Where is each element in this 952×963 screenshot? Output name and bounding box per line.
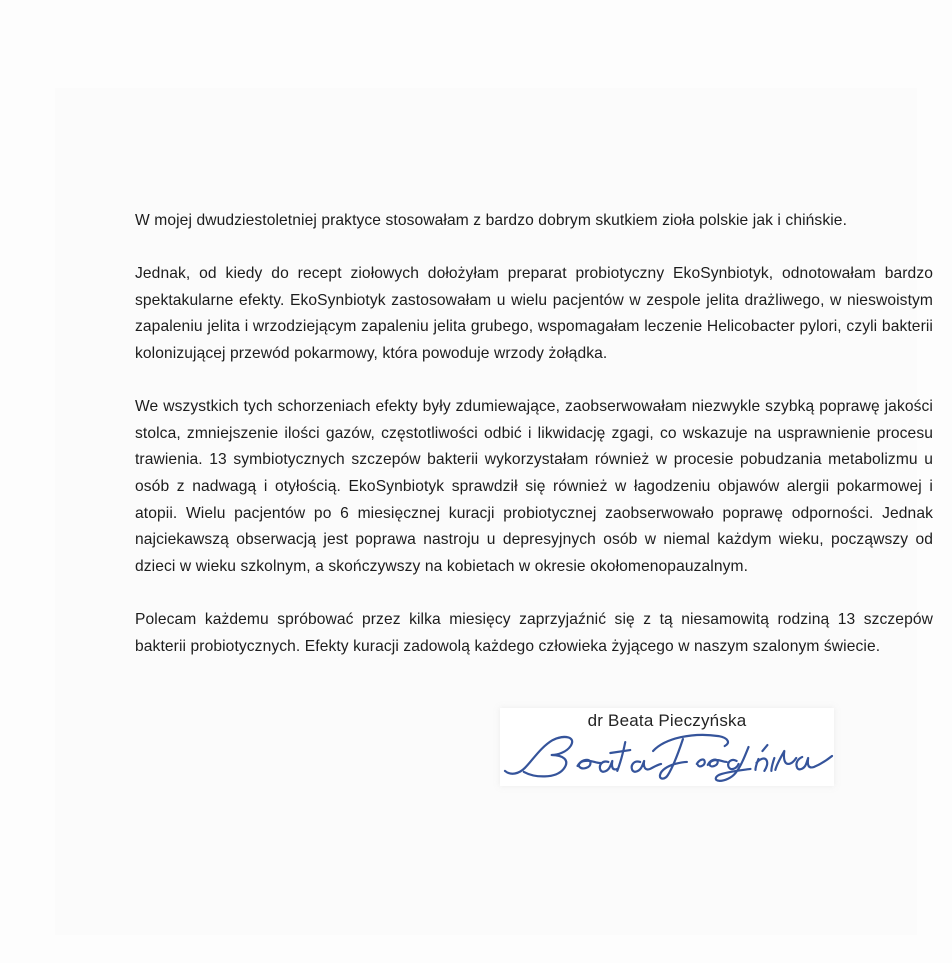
paragraph: W mojej dwudziestoletniej praktyce stosowałam z bardzo dobrym skutkiem zioła polskie jak i chińskie. [135,212,847,229]
paragraph: Polecam każdemu spróbować przez kilka miesięcy zaprzyjaźnić się z tą niesamowitą rodziną 13 szczepów bakterii probiotycznych. Efekty kuracji zadowolą każdego człowieka żyjącego w naszym szalonym świecie. [135,610,933,655]
handwritten-signature-icon [501,724,834,786]
letter-body-text [135,208,933,660]
letter-page [55,88,933,935]
paragraph: Jednak, od kiedy do recept ziołowych dołożyłam preparat probiotyczny EkoSynbiotyk, odnotowałam bardzo spektakularne efekty. EkoSynbiotyk zastosowałam u wielu pacjentów w zespole jelita drażliwego, w nieswoistym zapaleniu jelita i wrzodziejącym zapaleniu jelita grubego, wspomagałam leczenie Helicobacter pylori, czyli bakterii kolonizującej przewód pokarmowy, która powoduje wrzody żołądka. [135,265,933,362]
paragraph: We wszystkich tych schorzeniach efekty były zdumiewające, zaobserwowałam niezwykle szybką poprawę jakości stolca, zmniejszenie ilości gazów, częstotliwości odbić i likwidację zgagi, co wskazuje na usprawnienie procesu trawienia. 13 symbiotycznych szczepów bakterii wykorzystałam również w procesie pobudzania metabolizmu u osób z nadwagą i otyłością. EkoSynbiotyk sprawdził się również w łagodzeniu objawów alergii pokarmowej i atopii. Wielu pacjentów po 6 miesięcznej kuracji probiotycznej zaobserwowało poprawę odporności. Jednak najciekawszą obserwacją jest poprawa nastroju u depresyjnych osób w niemal każdym wieku, począwszy od dzieci w wieku szkolnym, a skończywszy na kobietach w okresie okołomenopauzalnym. [135,398,933,575]
signatory-printed-name: dr Beata Pieczyńska [587,711,747,730]
signature-scan [500,708,834,786]
